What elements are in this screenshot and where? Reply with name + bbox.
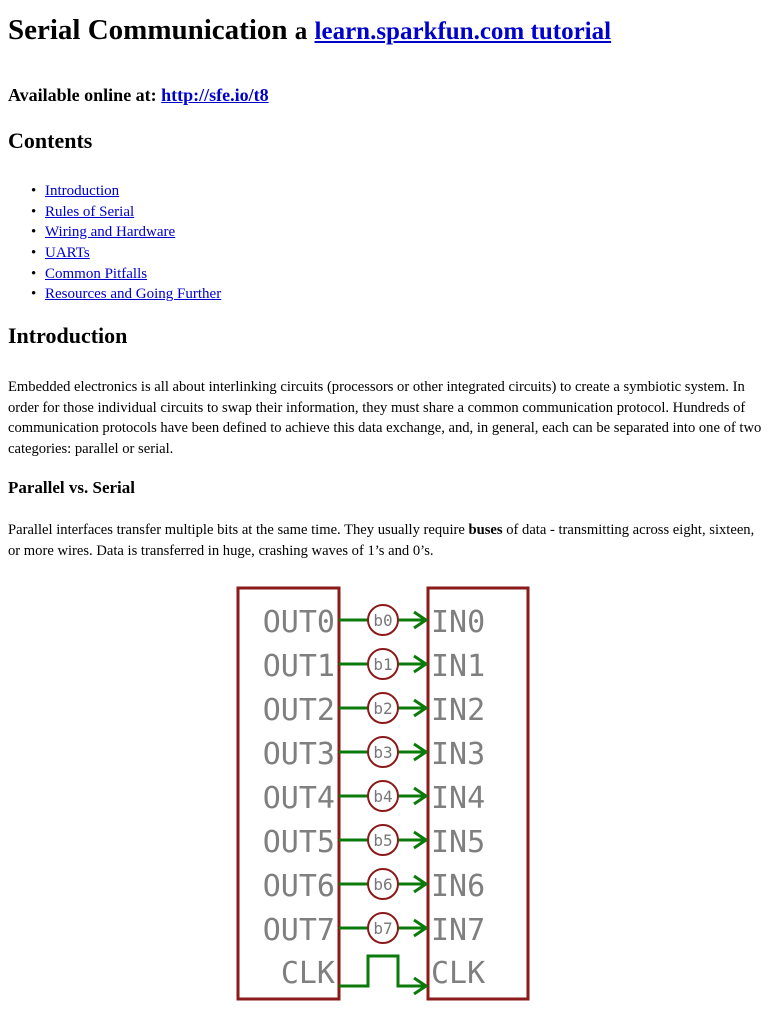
- output-label: OUT5: [262, 825, 335, 860]
- parallel-text-start: Parallel interfaces transfer multiple bits at the same time. They usually require: [8, 522, 469, 538]
- bullet-icon: •: [31, 265, 37, 282]
- output-label: OUT1: [262, 649, 335, 684]
- introduction-heading: Introduction: [8, 323, 128, 348]
- toc-link-wiring-and-hardware[interactable]: Wiring and Hardware: [45, 224, 176, 241]
- toc-link-resources[interactable]: Resources and Going Further: [45, 286, 222, 303]
- bullet-icon: •: [31, 203, 37, 220]
- output-label: OUT7: [262, 913, 335, 948]
- bullet-icon: •: [31, 224, 37, 241]
- output-label: OUT6: [262, 869, 335, 904]
- input-label: IN7: [431, 913, 486, 948]
- bullet-icon: •: [31, 245, 37, 262]
- input-label: IN3: [431, 737, 486, 772]
- output-label: OUT4: [262, 781, 335, 816]
- buses-term: buses: [468, 522, 503, 538]
- bit-label: b6: [373, 875, 393, 894]
- toc-link-uarts[interactable]: UARTs: [45, 245, 90, 262]
- title-prefix: a: [294, 18, 308, 45]
- clock-in-label: CLK: [431, 956, 486, 991]
- bit-label: b7: [373, 919, 393, 938]
- bit-label: b3: [373, 743, 393, 762]
- toc-link-introduction[interactable]: Introduction: [45, 183, 120, 199]
- input-label: IN0: [431, 605, 486, 640]
- bit-label: b2: [373, 699, 393, 718]
- clock-out-label: CLK: [280, 956, 335, 991]
- input-label: IN5: [431, 825, 486, 860]
- output-label: OUT2: [262, 693, 335, 728]
- bit-label: b4: [373, 787, 393, 806]
- output-label: OUT0: [262, 605, 335, 640]
- toc-link-rules-of-serial[interactable]: Rules of Serial: [45, 203, 135, 220]
- available-label: Available online at:: [8, 85, 157, 105]
- input-label: IN2: [431, 693, 486, 728]
- tutorial-link[interactable]: learn.sparkfun.com tutorial: [314, 18, 612, 45]
- introduction-paragraph: Embedded electronics is all about interlinking circuits (processors or other integrated circuits) to create a symbiotic system. In order for those individual circuits to swap their information, they must share a common communication protocol. Hundreds of communication protocols have been defined to achieve this data exchange, and, in general, each can be separated into one of two categories: parallel or serial.: [8, 379, 762, 458]
- bit-label: b5: [373, 831, 393, 850]
- short-url-link[interactable]: http://sfe.io/t8: [161, 85, 269, 105]
- clock-pulse: [339, 956, 426, 986]
- title-text: Serial Communication: [8, 14, 288, 46]
- parallel-vs-serial-heading: Parallel vs. Serial: [8, 478, 136, 497]
- input-label: IN4: [431, 781, 486, 816]
- parallel-text-end: of data - transmitting across eight, sixteen, or more wires. Data is transferred in huge, crashing waves of 1’s and 0’s.: [8, 522, 755, 559]
- bit-label: b0: [373, 611, 393, 630]
- input-label: IN6: [431, 869, 486, 904]
- output-label: OUT3: [262, 737, 335, 772]
- input-label: IN1: [431, 649, 486, 684]
- toc-link-common-pitfalls[interactable]: Common Pitfalls: [45, 265, 148, 282]
- bit-label: b1: [373, 655, 393, 674]
- contents-heading: Contents: [8, 128, 93, 153]
- bullet-icon: •: [31, 183, 37, 199]
- bullet-icon: •: [31, 286, 37, 303]
